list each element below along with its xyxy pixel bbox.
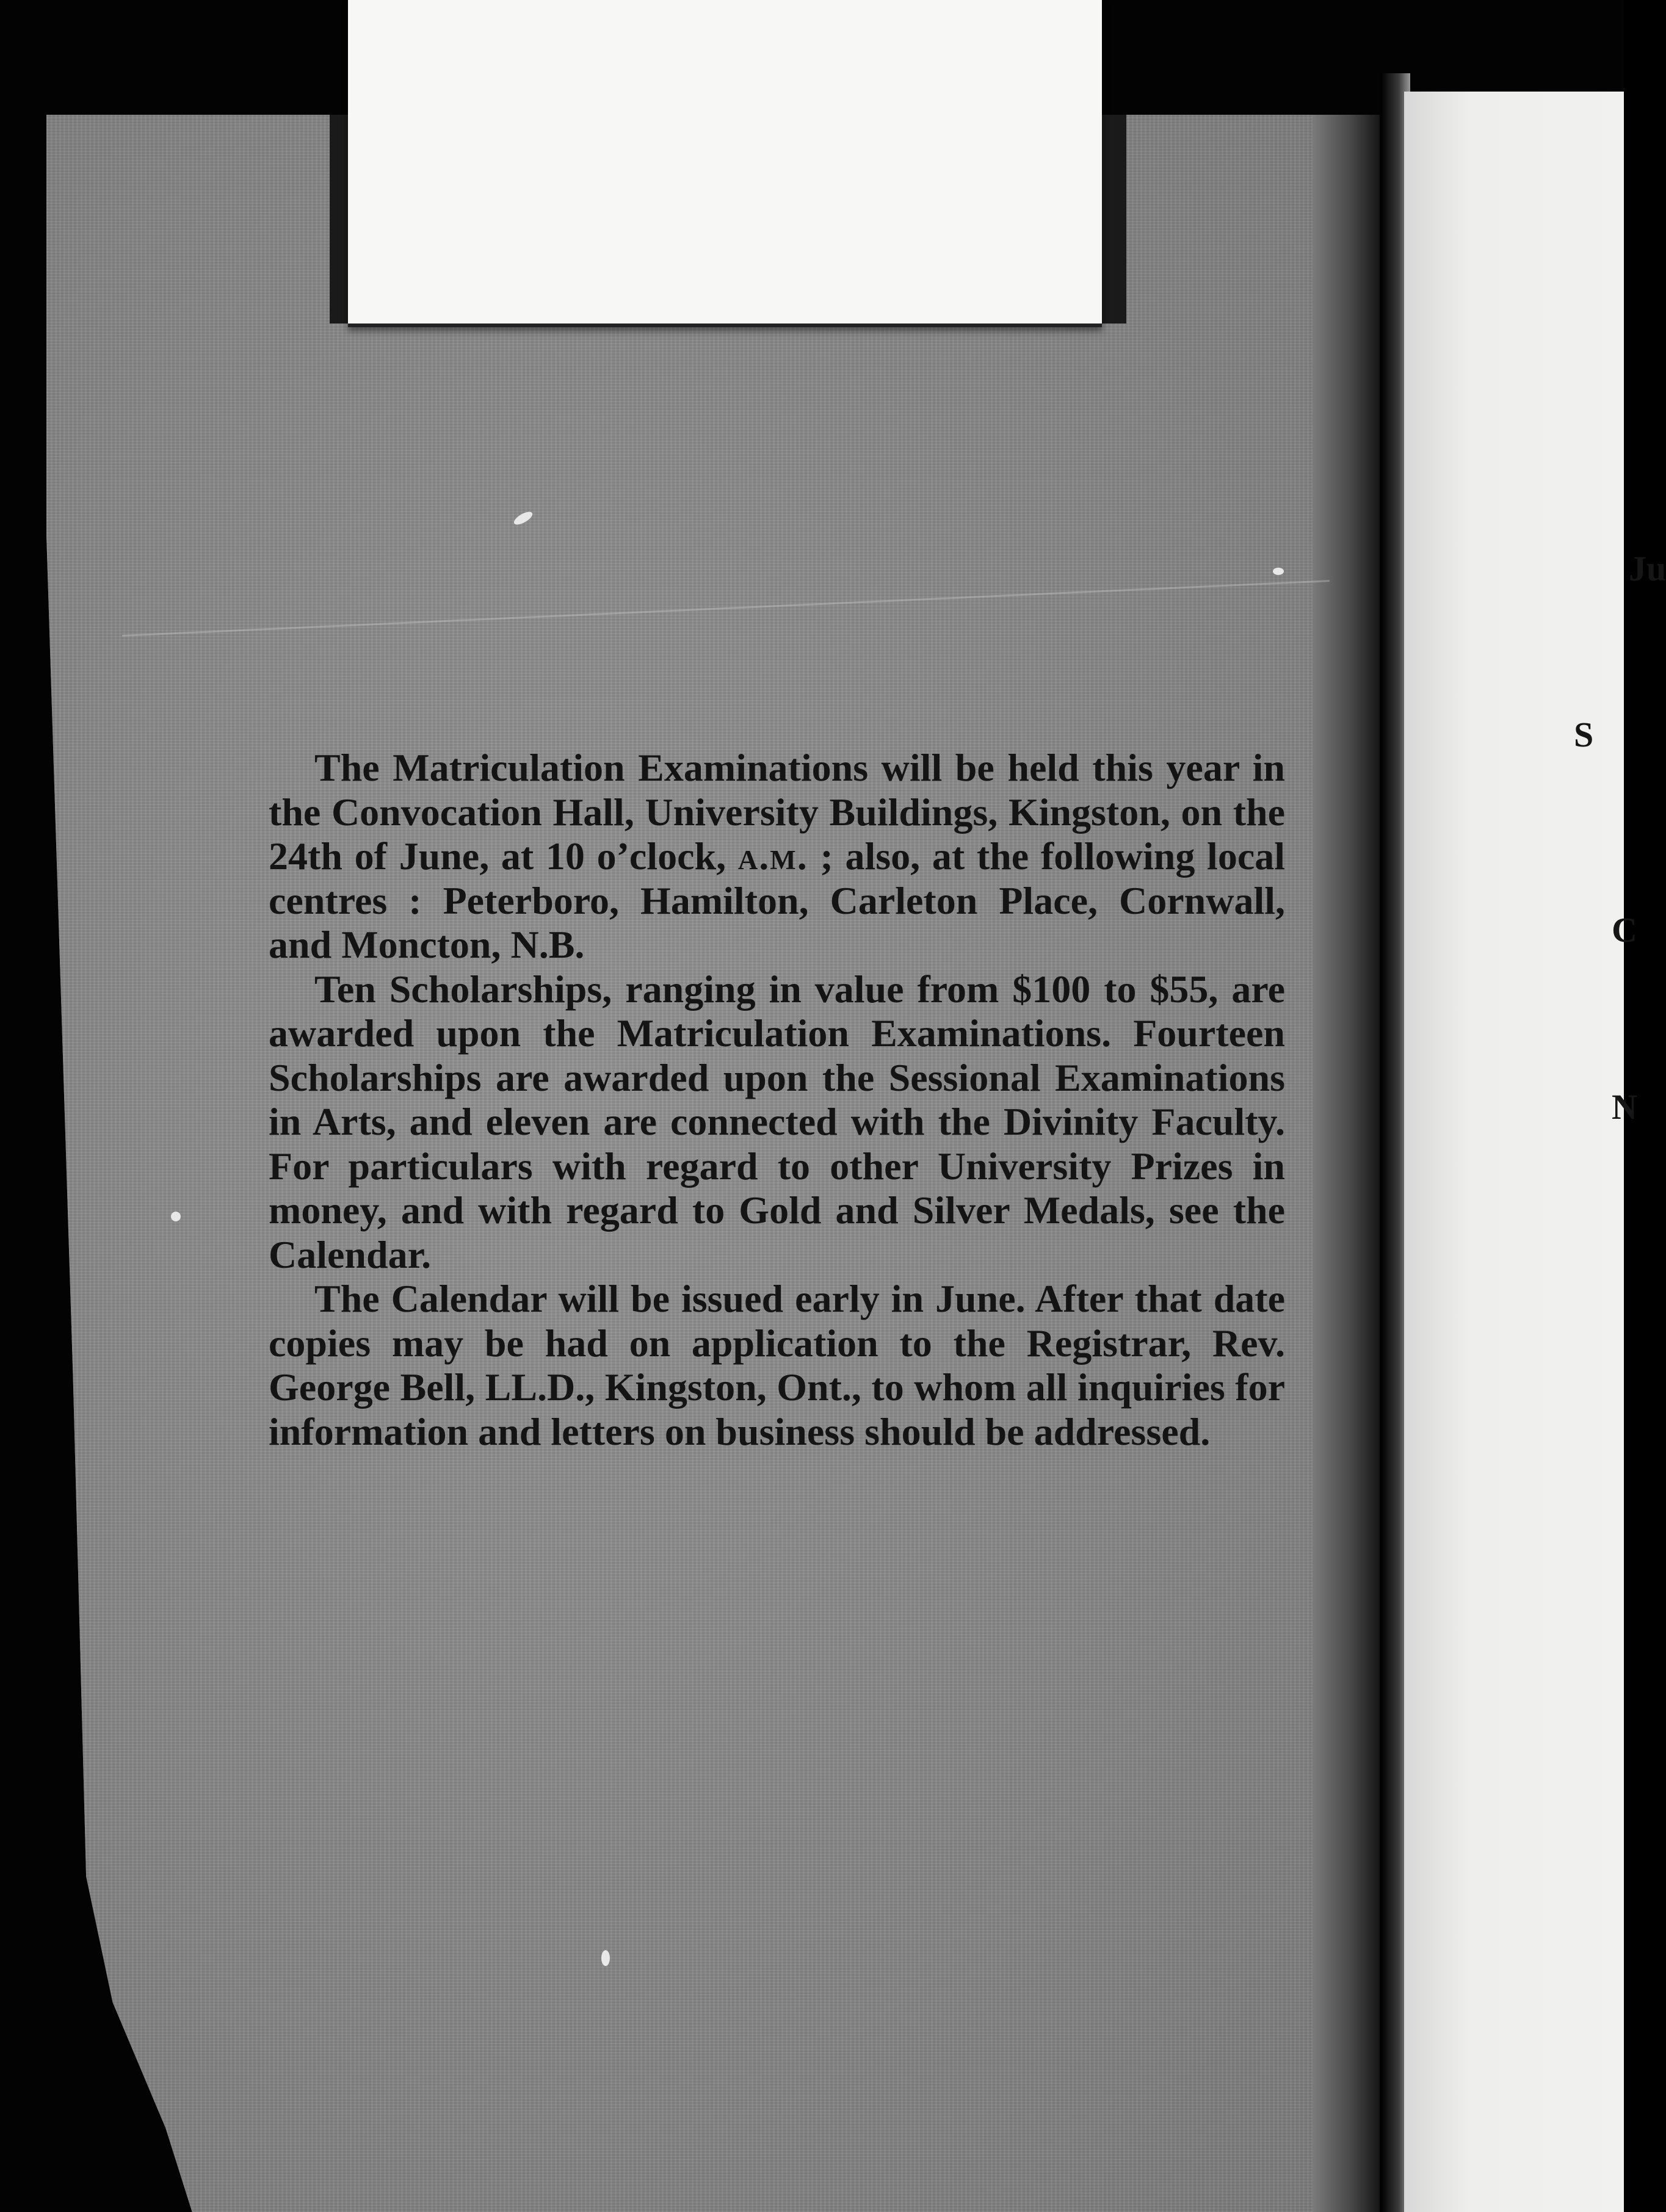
paragraph-examinations-text: The Matriculation Examinations will be held this year in the Convocation Hall, University Buildings, Kingston, on the 24th of June, at 10 o’clock, xyxy=(269,746,1285,878)
label-shadow-right xyxy=(1102,115,1126,323)
time-suffix: a.m. xyxy=(737,834,808,878)
body-text xyxy=(269,746,1285,1454)
paper-speck xyxy=(1273,568,1284,575)
paragraph-examinations xyxy=(269,746,1285,967)
paragraph-examinations-text-end: ; also, at the following local centres : Peterboro, Hamilton, Carleton Place, Cornwall, and Moncton, N.B. xyxy=(269,834,1286,966)
paragraph-scholarships: Ten Scholarships, ranging in value from $100 to $55, are awarded upon the Matriculation Examinations. Fourteen Scholarships are awarded upon the Sessional Examinations in Arts, and eleven are connected with the Divinity Faculty. For particulars with regard to other University Prizes in money, and with regard to Gold and Silver Medals, see the Calendar. xyxy=(269,967,1285,1276)
page-edge-shadow xyxy=(1313,115,1380,2212)
paragraph-calendar: The Calendar will be issued early in June. After that date copies may be had on application to the Registrar, Rev. George Bell, LL.D., Kingston, Ont., to whom all inquiries for information and letters on business should be addressed. xyxy=(269,1277,1285,1453)
blank-label-card xyxy=(348,0,1102,327)
label-shadow-left xyxy=(330,115,348,323)
paper-speck xyxy=(601,1950,610,1966)
adjacent-page-letter-2: S xyxy=(1574,715,1594,754)
adjacent-page-letter-1: Ju xyxy=(1629,549,1666,588)
adjacent-page xyxy=(1404,92,1666,2212)
adjacent-page-letter-4: N xyxy=(1612,1087,1637,1127)
adjacent-page-letter-3: C xyxy=(1612,910,1637,950)
paper-speck xyxy=(171,1212,181,1221)
